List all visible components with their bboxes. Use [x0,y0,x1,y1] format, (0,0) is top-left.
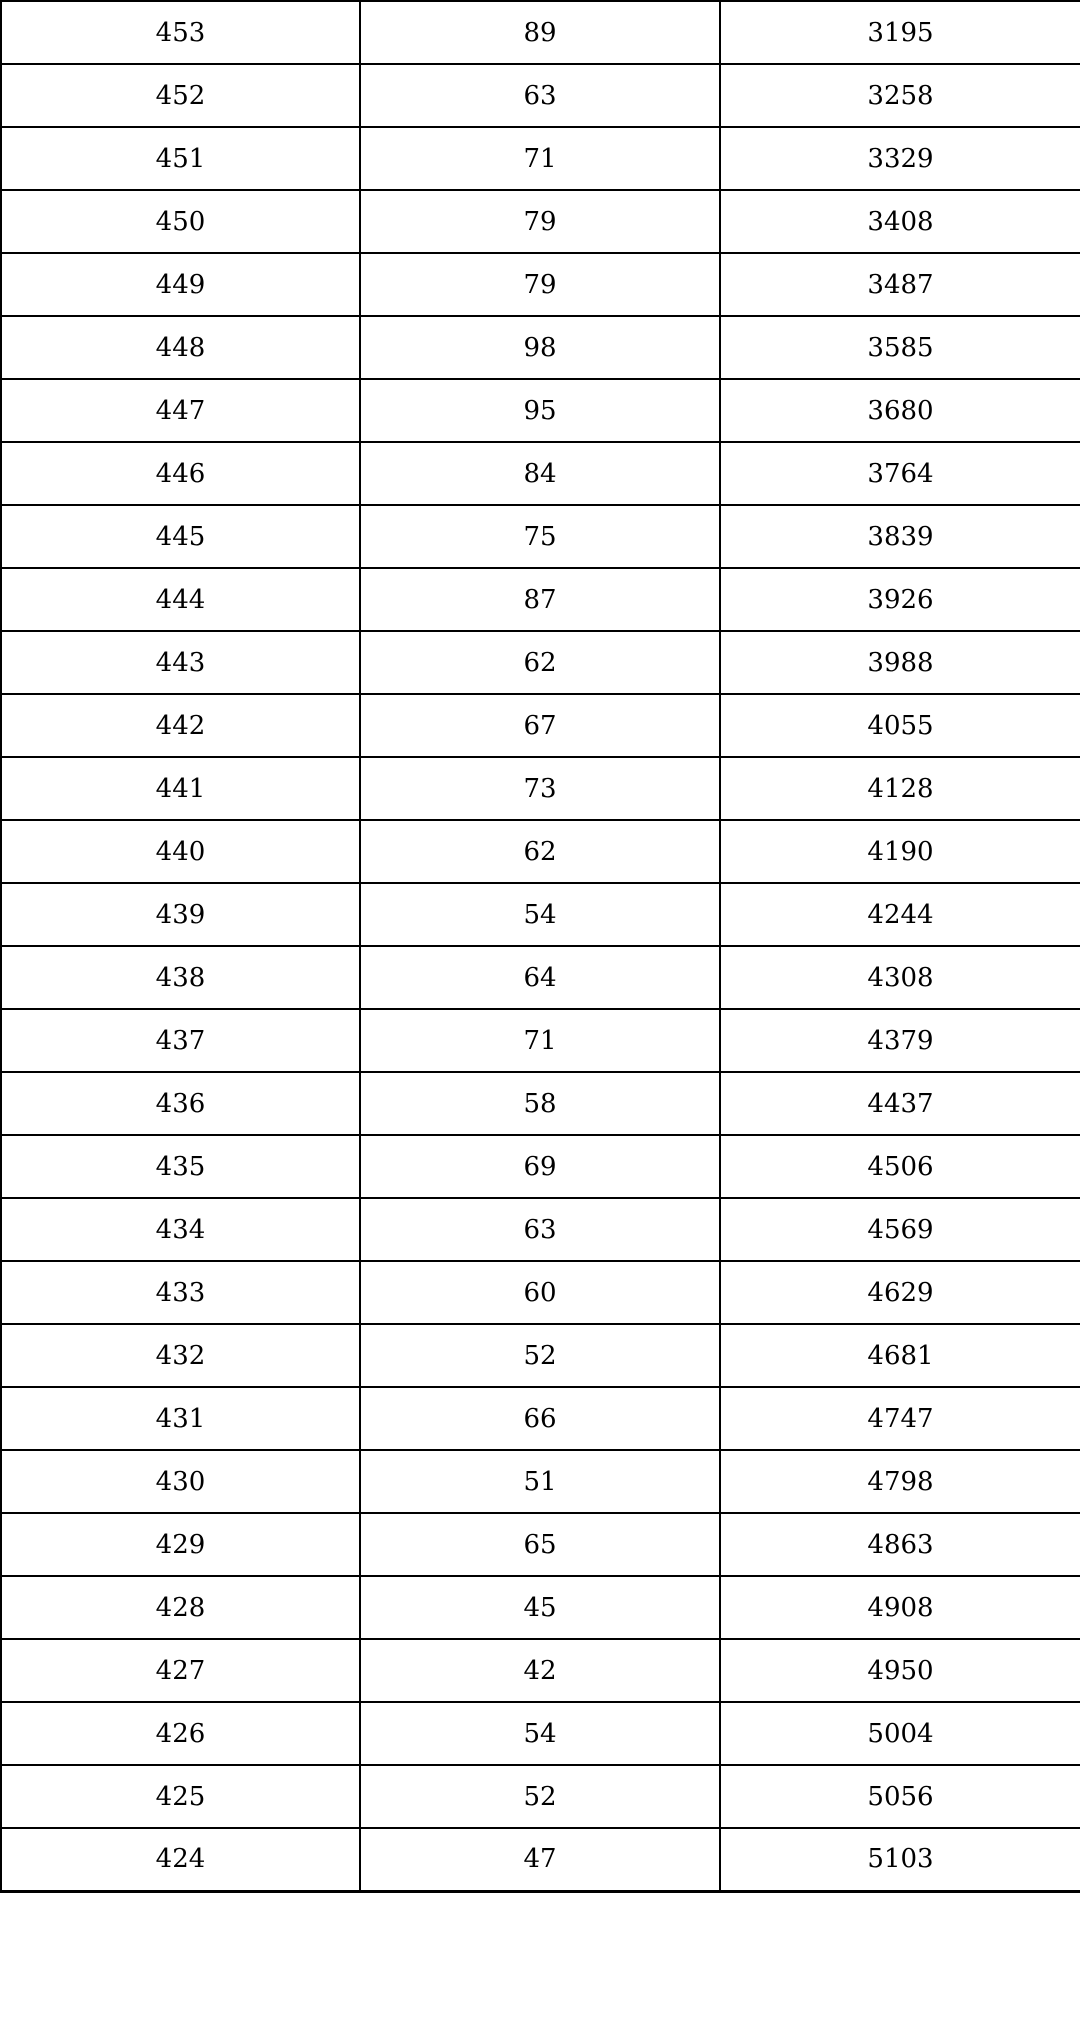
table-cell: 47 [360,1828,720,1891]
table-row [1,1450,1080,1513]
table-cell: 437 [1,1009,360,1072]
table-cell: 52 [360,1324,720,1387]
table-row [1,505,1080,568]
table-row [1,1261,1080,1324]
table-cell: 436 [1,1072,360,1135]
table-cell: 434 [1,1198,360,1261]
table-cell: 449 [1,253,360,316]
table-cell: 3487 [720,253,1080,316]
table-row [1,1198,1080,1261]
table-cell: 4308 [720,946,1080,1009]
table-cell: 52 [360,1765,720,1828]
table-cell: 71 [360,1009,720,1072]
table-cell: 42 [360,1639,720,1702]
table-row [1,442,1080,505]
table-cell: 446 [1,442,360,505]
table-cell: 67 [360,694,720,757]
table-cell: 442 [1,694,360,757]
table-row [1,1009,1080,1072]
table-cell: 65 [360,1513,720,1576]
table-cell: 5103 [720,1828,1080,1891]
table-row [1,1765,1080,1828]
table-row [1,694,1080,757]
table-row [1,1702,1080,1765]
table-cell: 45 [360,1576,720,1639]
table-row [1,883,1080,946]
table-cell: 98 [360,316,720,379]
table-cell: 440 [1,820,360,883]
table-cell: 58 [360,1072,720,1135]
table-cell: 3329 [720,127,1080,190]
table-cell: 431 [1,1387,360,1450]
table-cell: 424 [1,1828,360,1891]
table-cell: 4950 [720,1639,1080,1702]
table-cell: 54 [360,1702,720,1765]
table-cell: 445 [1,505,360,568]
table-cell: 430 [1,1450,360,1513]
table-cell: 73 [360,757,720,820]
table-cell: 3839 [720,505,1080,568]
table-row [1,190,1080,253]
table-cell: 433 [1,1261,360,1324]
table-cell: 3258 [720,64,1080,127]
table-cell: 3926 [720,568,1080,631]
table-row [1,820,1080,883]
table-cell: 443 [1,631,360,694]
table-cell: 79 [360,190,720,253]
table-cell: 453 [1,1,360,64]
table-body [1,1,1080,1891]
table-cell: 84 [360,442,720,505]
table-row [1,1135,1080,1198]
table-cell: 4798 [720,1450,1080,1513]
table-row [1,1576,1080,1639]
table-cell: 447 [1,379,360,442]
table-cell: 87 [360,568,720,631]
table-cell: 60 [360,1261,720,1324]
table-row [1,1324,1080,1387]
table-cell: 64 [360,946,720,1009]
table-cell: 5004 [720,1702,1080,1765]
table-cell: 4908 [720,1576,1080,1639]
table-cell: 4128 [720,757,1080,820]
table-cell: 444 [1,568,360,631]
table-cell: 3764 [720,442,1080,505]
table-row [1,1,1080,64]
table-cell: 4681 [720,1324,1080,1387]
table-row [1,1072,1080,1135]
table-cell: 69 [360,1135,720,1198]
table-row [1,1387,1080,1450]
table-cell: 441 [1,757,360,820]
table-cell: 435 [1,1135,360,1198]
table-row [1,253,1080,316]
table-cell: 426 [1,1702,360,1765]
table-cell: 4863 [720,1513,1080,1576]
table-cell: 438 [1,946,360,1009]
table-cell: 5056 [720,1765,1080,1828]
table-row [1,946,1080,1009]
table-cell: 439 [1,883,360,946]
table-row [1,1639,1080,1702]
table-cell: 3195 [720,1,1080,64]
table-cell: 63 [360,1198,720,1261]
table-cell: 95 [360,379,720,442]
table-cell: 62 [360,631,720,694]
table-cell: 425 [1,1765,360,1828]
table-row [1,316,1080,379]
table-cell: 432 [1,1324,360,1387]
table-row [1,127,1080,190]
table-cell: 63 [360,64,720,127]
table-cell: 452 [1,64,360,127]
table-row [1,631,1080,694]
table-cell: 4629 [720,1261,1080,1324]
table-cell: 71 [360,127,720,190]
table-cell: 3408 [720,190,1080,253]
table-cell: 3585 [720,316,1080,379]
table-cell: 4506 [720,1135,1080,1198]
table-row [1,379,1080,442]
table-cell: 451 [1,127,360,190]
table-cell: 54 [360,883,720,946]
table-cell: 79 [360,253,720,316]
table-cell: 448 [1,316,360,379]
table-cell: 429 [1,1513,360,1576]
table-cell: 4190 [720,820,1080,883]
table-cell: 89 [360,1,720,64]
table-cell: 51 [360,1450,720,1513]
table-row [1,64,1080,127]
table-cell: 4244 [720,883,1080,946]
table-cell: 4379 [720,1009,1080,1072]
table-cell: 3988 [720,631,1080,694]
table-cell: 4437 [720,1072,1080,1135]
table-cell: 4747 [720,1387,1080,1450]
table-cell: 66 [360,1387,720,1450]
table-cell: 3680 [720,379,1080,442]
table-cell: 427 [1,1639,360,1702]
table-cell: 4055 [720,694,1080,757]
table-row [1,1513,1080,1576]
table-cell: 450 [1,190,360,253]
table-cell: 428 [1,1576,360,1639]
table-row [1,757,1080,820]
table-cell: 62 [360,820,720,883]
table-row [1,568,1080,631]
table-row [1,1828,1080,1891]
table-cell: 75 [360,505,720,568]
table-cell: 4569 [720,1198,1080,1261]
